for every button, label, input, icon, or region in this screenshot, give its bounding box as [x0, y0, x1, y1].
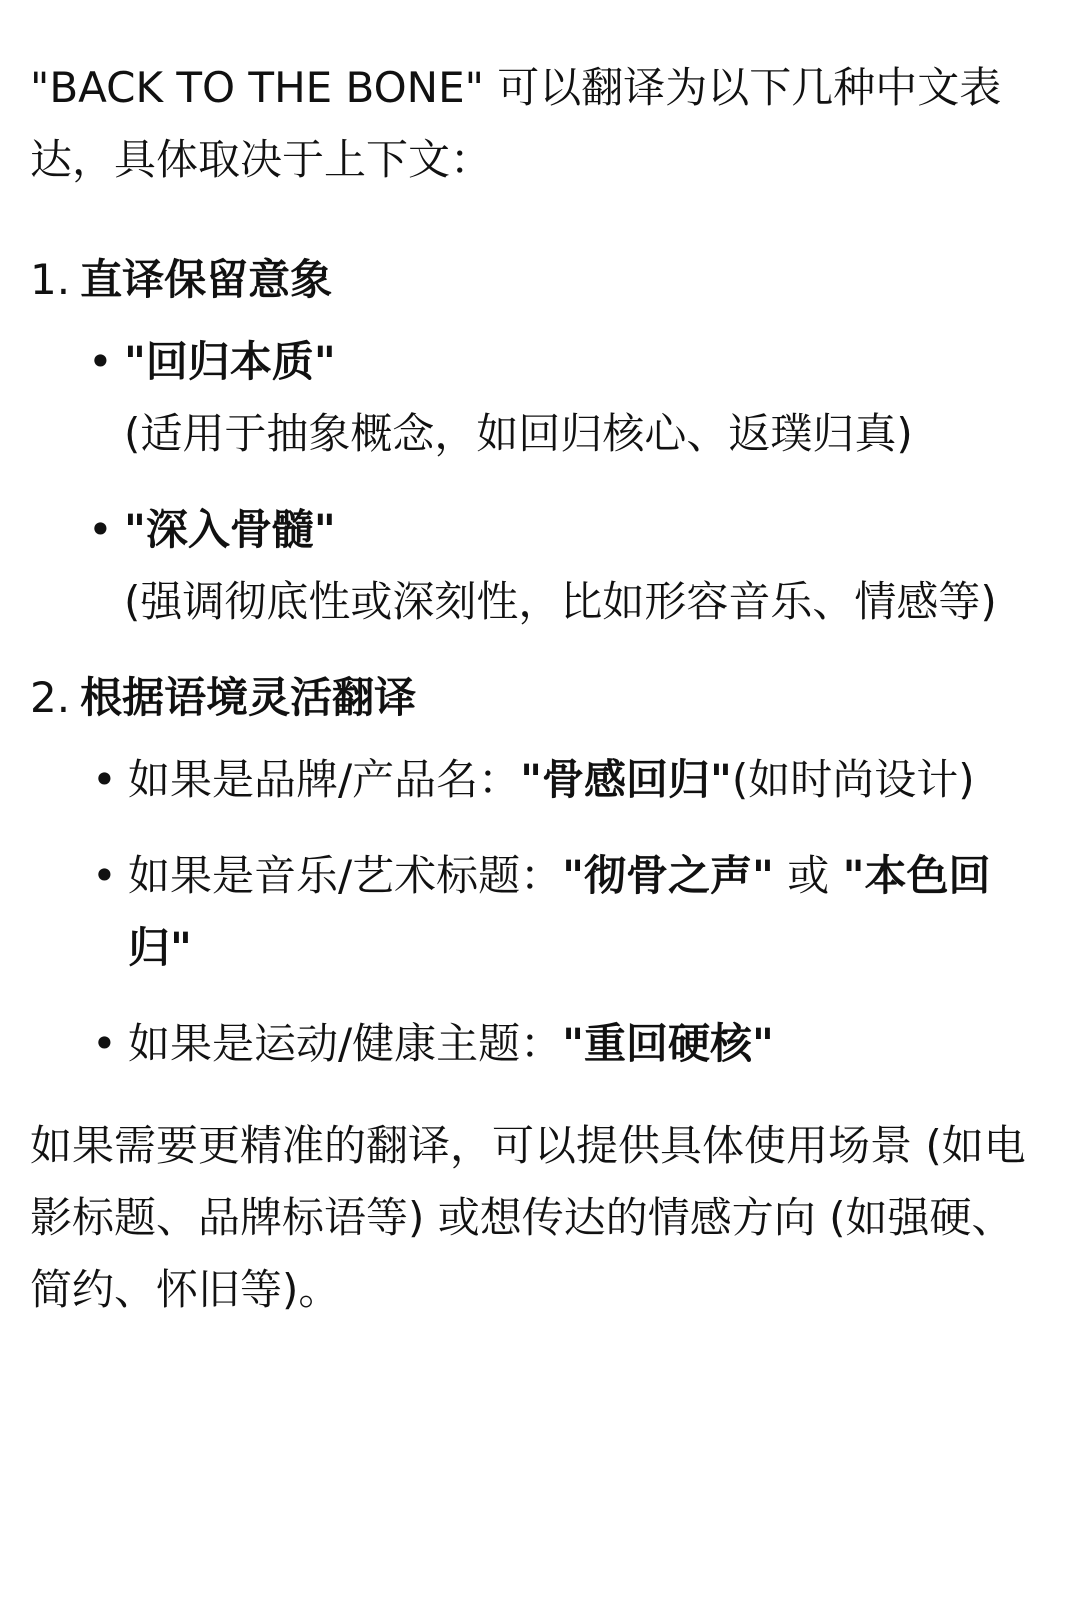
- context-label: 如果是品牌/产品名：: [128, 755, 521, 804]
- translation-option: "重回硬核": [562, 1019, 774, 1068]
- section-2: [30, 662, 1040, 1080]
- translation-note: (强调彻底性或深刻性，比如形容音乐、情感等): [124, 577, 997, 626]
- section-number: 2.: [30, 673, 71, 722]
- bullet-icon: •: [92, 1019, 117, 1068]
- list-item: [30, 840, 1040, 984]
- list-item: [30, 326, 1040, 470]
- bullet-icon: •: [88, 337, 113, 386]
- section-title: 根据语境灵活翻译: [80, 673, 417, 722]
- section-heading: [30, 662, 1040, 734]
- message-content: [30, 52, 1040, 1326]
- outro-paragraph: 如果需要更精准的翻译，可以提供具体使用场景 (如电影标题、品牌标语等) 或想传达的情感方向 (如强硬、简约、怀旧等)。: [30, 1121, 1026, 1314]
- bullet-list: [30, 326, 1040, 638]
- section-title: 直译保留意象: [80, 255, 333, 304]
- bullet-icon: •: [92, 755, 117, 804]
- translation-option: "回归本质": [124, 337, 336, 386]
- list-item: [30, 494, 1040, 638]
- section-1: [30, 244, 1040, 638]
- translation-option: "骨感回归": [520, 755, 732, 804]
- intro-paragraph: "BACK TO THE BONE" 可以翻译为以下几种中文表达，具体取决于上下文：: [30, 63, 1002, 184]
- connector-text: 或: [773, 851, 843, 900]
- translation-option-alt: "本色回归": [128, 851, 991, 972]
- translation-option: "彻骨之声": [562, 851, 774, 900]
- translation-note: (适用于抽象概念，如回归核心、返璞归真): [124, 409, 913, 458]
- list-item: [30, 744, 1040, 816]
- bullet-icon: •: [88, 505, 113, 554]
- bullet-list: [30, 744, 1040, 1080]
- translation-note: (如时尚设计): [731, 755, 975, 804]
- context-label: 如果是运动/健康主题：: [128, 1019, 563, 1068]
- context-label: 如果是音乐/艺术标题：: [128, 851, 563, 900]
- section-heading: [30, 244, 1040, 316]
- list-item: [30, 1008, 1040, 1080]
- bullet-icon: •: [92, 851, 117, 900]
- translation-option: "深入骨髓": [124, 505, 336, 554]
- section-number: 1.: [30, 255, 71, 304]
